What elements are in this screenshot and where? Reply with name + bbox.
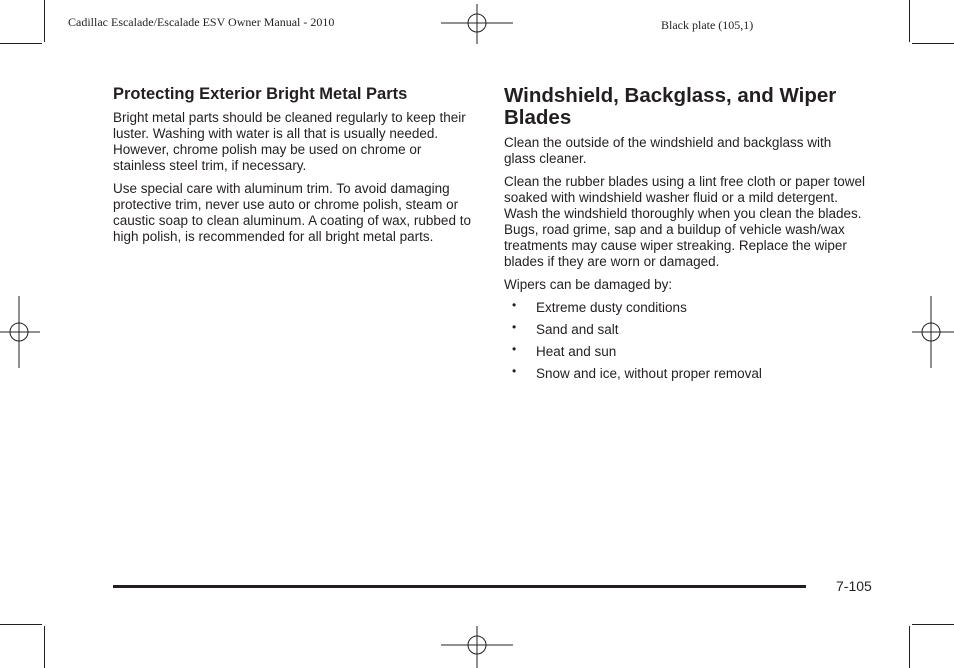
bullet-list [504, 300, 866, 382]
left-column [113, 85, 471, 252]
list-item [504, 344, 866, 360]
bullet-icon: • [512, 298, 517, 312]
plate-label: Black plate (105,1) [661, 18, 754, 32]
crop-mark [909, 0, 910, 42]
crop-mark [912, 43, 954, 44]
crop-mark [44, 0, 45, 42]
registration-mark-icon [0, 296, 40, 368]
crop-mark [44, 626, 45, 668]
page-number: 7-105 [836, 578, 872, 594]
bullet-icon: • [512, 320, 517, 334]
section-title: Windshield, Backglass, and Wiper Blades [504, 84, 837, 129]
body-paragraph: Clean the rubber blades using a lint free cloth or paper towel soaked with windshield washer fluid or a mild detergent. Wash the windshield thoroughly when you clean the blades. Bugs, road grime, sap and a buildup of vehicle wash/wax treatments may cause wiper streaking. Replace the wiper blades if they are worn or damaged. [504, 174, 865, 269]
footer-rule [113, 585, 806, 588]
crop-mark [912, 624, 954, 625]
list-item-text: Heat and sun [536, 344, 617, 359]
list-item-text: Extreme dusty conditions [536, 300, 687, 315]
crop-mark [0, 43, 42, 44]
list-item-text: Snow and ice, without proper removal [536, 366, 762, 381]
crop-mark [0, 624, 42, 625]
list-item [504, 366, 866, 382]
registration-mark-icon [441, 626, 513, 668]
body-paragraph: Use special care with aluminum trim. To avoid damaging protective trim, never use auto or chrome polish, steam or caustic soap to clean aluminum. A coating of wax, rubbed to high polish, is recommended for all bright metal parts. [113, 181, 471, 244]
registration-mark-icon [912, 296, 954, 368]
right-column [504, 85, 866, 388]
body-paragraph: Wipers can be damaged by: [504, 277, 673, 292]
body-paragraph: Bright metal parts should be cleaned regularly to keep their luster. Washing with water is all that is usually needed. However, chrome polish may be used on chrome or stainless steel trim, if necessary. [113, 110, 466, 173]
list-item [504, 300, 866, 316]
bullet-icon: • [512, 342, 517, 356]
manual-title: Cadillac Escalade/Escalade ESV Owner Manual - 2010 [68, 15, 335, 29]
list-item [504, 322, 866, 338]
crop-mark [909, 626, 910, 668]
bullet-icon: • [512, 364, 517, 378]
list-item-text: Sand and salt [536, 322, 619, 337]
section-heading: Protecting Exterior Bright Metal Parts [113, 85, 408, 103]
registration-mark-icon [441, 4, 513, 44]
body-paragraph: Clean the outside of the windshield and backglass with glass cleaner. [504, 135, 832, 166]
